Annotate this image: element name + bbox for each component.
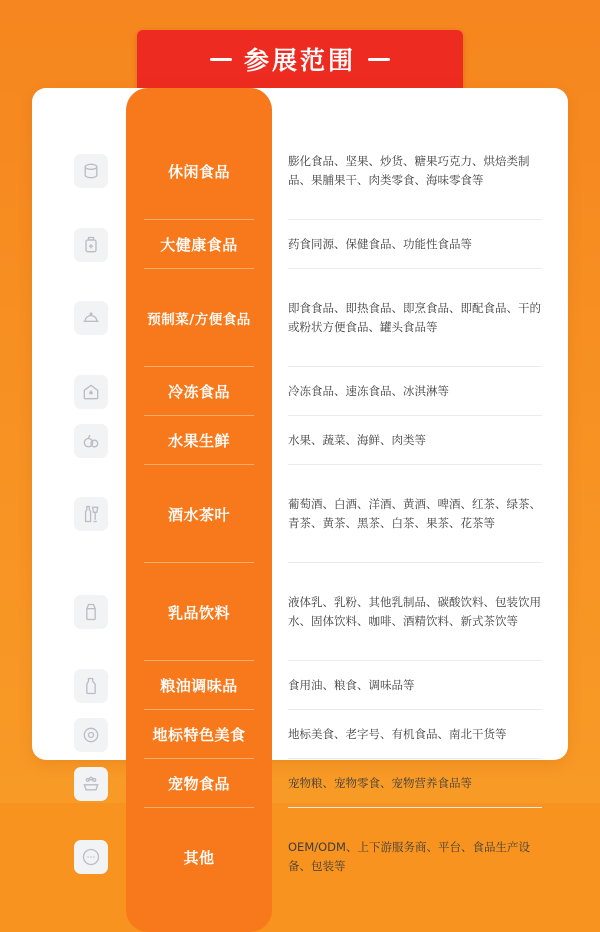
- category-label: 预制菜/方便食品: [147, 312, 251, 328]
- icon-cell: [60, 122, 122, 220]
- description-row: [288, 759, 546, 808]
- category-item-grain-oil-seasoning[interactable]: [126, 661, 272, 710]
- dash-left-icon: [210, 58, 232, 61]
- fruit-icon: [74, 424, 108, 458]
- description-text: 食用油、粮食、调味品等: [288, 678, 415, 693]
- category-label: 地标特色美食: [152, 726, 246, 744]
- category-label: 大健康食品: [160, 236, 238, 254]
- description-text: 即食食品、即热食品、即烹食品、即配食品、干的或粉状方便食品、罐头食品等: [288, 301, 541, 334]
- health-jar-icon: [74, 228, 108, 262]
- description-row: [288, 808, 546, 906]
- icon-cell: [60, 269, 122, 367]
- category-item-fresh-fruit[interactable]: [126, 416, 272, 465]
- icon-cell: [60, 759, 122, 808]
- description-row: [288, 465, 546, 563]
- description-text: 宠物粮、宠物零食、宠物营养食品等: [288, 776, 472, 791]
- page-title: [210, 41, 390, 77]
- description-text: OEM/ODM、上下游服务商、平台、食品生产设备、包装等: [288, 840, 530, 873]
- category-item-dairy-beverage[interactable]: [126, 563, 272, 661]
- description-text: 葡萄酒、白酒、洋酒、黄酒、啤酒、红茶、绿茶、青茶、黄茶、黑茶、白茶、果茶、花茶等: [288, 497, 541, 530]
- category-item-prepared-food[interactable]: [126, 269, 272, 367]
- location-food-icon: [74, 718, 108, 752]
- freezer-icon: [74, 375, 108, 409]
- category-label: 酒水茶叶: [167, 505, 230, 524]
- category-label: 冷冻食品: [167, 383, 230, 401]
- description-text: 冷冻食品、速冻食品、冰淇淋等: [288, 384, 449, 399]
- page-title-text: 参展范围: [243, 46, 356, 75]
- description-text: 地标美食、老字号、有机食品、南北干货等: [288, 727, 507, 742]
- description-row: [288, 122, 546, 220]
- ellipsis-icon: [74, 840, 108, 874]
- description-row: [288, 563, 546, 661]
- category-item-other[interactable]: [126, 808, 272, 906]
- category-item-leisure-food[interactable]: [126, 122, 272, 220]
- category-label: 其他: [183, 848, 215, 867]
- icon-cell: [60, 220, 122, 269]
- description-row: [288, 661, 546, 710]
- category-item-drinks-tea[interactable]: [126, 465, 272, 563]
- description-text: 水果、蔬菜、海鲜、肉类等: [288, 433, 426, 448]
- icon-cell: [60, 465, 122, 563]
- oil-bottle-icon: [74, 669, 108, 703]
- description-row: [288, 367, 546, 416]
- milk-carton-icon: [74, 595, 108, 629]
- category-label: 宠物食品: [167, 775, 230, 793]
- category-label: 水果生鲜: [167, 432, 230, 450]
- description-text: 液体乳、乳粉、其他乳制品、碳酸饮料、包装饮用水、固体饮料、咖啡、酒精饮料、新式茶饮等: [288, 595, 541, 628]
- title-ribbon: [137, 30, 463, 88]
- icon-cell: [60, 661, 122, 710]
- category-column: [126, 88, 272, 932]
- description-row: [288, 416, 546, 465]
- icon-cell: [60, 710, 122, 759]
- icon-rail: [60, 122, 122, 906]
- description-column: [288, 122, 546, 906]
- category-item-frozen-food[interactable]: [126, 367, 272, 416]
- description-text: 膨化食品、坚果、炒货、糖果巧克力、烘焙类制品、果脯果干、肉类零食、海味零食等: [288, 154, 530, 187]
- category-item-local-specialty[interactable]: [126, 710, 272, 759]
- can-icon: [74, 154, 108, 188]
- dash-right-icon: [368, 58, 390, 61]
- pet-bowl-icon: [74, 767, 108, 801]
- description-row: [288, 220, 546, 269]
- category-item-health-food[interactable]: [126, 220, 272, 269]
- category-label: 粮油调味品: [160, 677, 238, 695]
- category-item-pet-food[interactable]: [126, 759, 272, 808]
- description-text: 药食同源、保健食品、功能性食品等: [288, 237, 472, 252]
- category-label: 休闲食品: [167, 162, 230, 181]
- content-card: [32, 88, 568, 873]
- icon-cell: [60, 808, 122, 906]
- icon-cell: [60, 563, 122, 661]
- description-row: [288, 269, 546, 367]
- bottle-glass-icon: [74, 497, 108, 531]
- description-row: [288, 710, 546, 759]
- category-label: 乳品饮料: [167, 603, 230, 622]
- icon-cell: [60, 416, 122, 465]
- icon-cell: [60, 367, 122, 416]
- bowl-cover-icon: [74, 301, 108, 335]
